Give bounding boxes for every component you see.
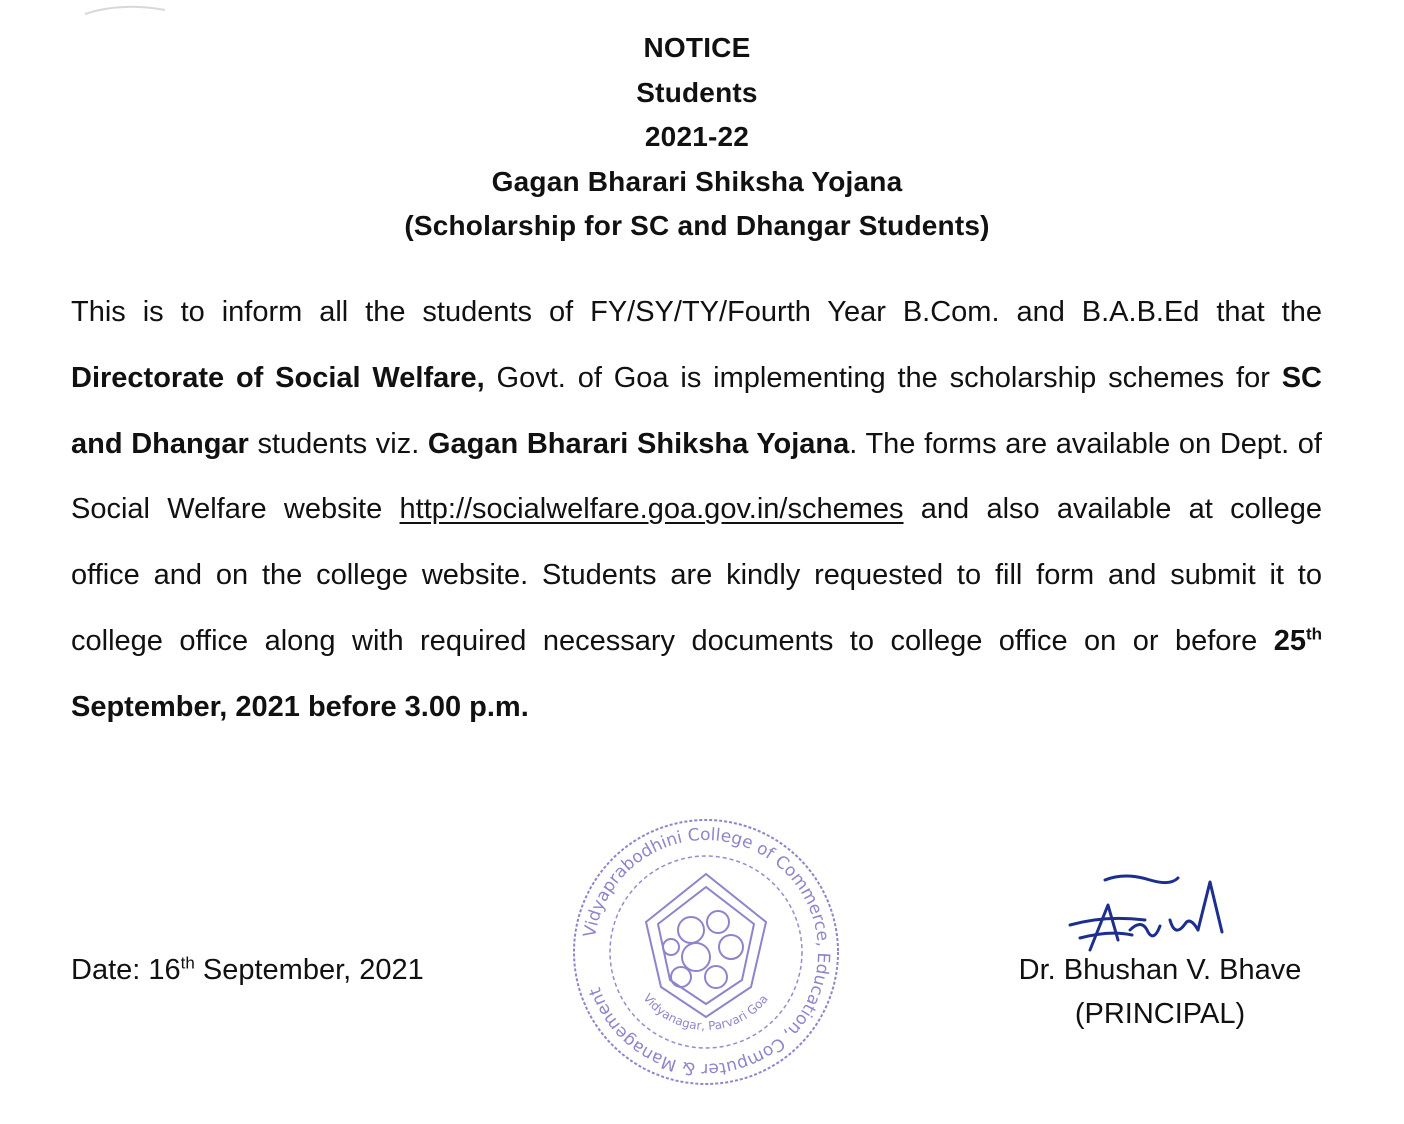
date-suffix: th xyxy=(180,953,195,973)
body-part-5: and also available at college office and on the college website. Students are kindly requested to fill form and submit it to college office along with required necessary documents to college office on or before xyxy=(71,493,1323,657)
body-part-2: Govt. of Goa is implementing the scholarship schemes for xyxy=(484,361,1282,394)
notice-body xyxy=(71,280,1322,741)
notice-header xyxy=(0,26,1394,249)
notice-title: NOTICE xyxy=(643,32,751,63)
sc-dhangar: SC and Dhangar xyxy=(71,361,1322,460)
scheme-subtitle: (Scholarship for SC and Dhangar Students) xyxy=(404,210,990,241)
college-stamp xyxy=(566,812,846,1092)
audience-line: Students xyxy=(636,76,758,108)
scheme-title: Gagan Bharari Shiksha Yojana xyxy=(491,165,903,197)
scheme-name: Gagan Bharari Shiksha Yojana xyxy=(427,427,850,460)
date-rest: September, 2021 xyxy=(194,954,424,986)
stamp-emblem xyxy=(646,874,766,1017)
directorate-name: Directorate of Social Welfare, xyxy=(71,361,485,394)
svg-text:Vidyaprabodhini College of Com xyxy=(580,825,833,1079)
signatory-title: (PRINCIPAL) xyxy=(1074,998,1246,1030)
date-prefix: Date: 16 xyxy=(71,954,181,986)
notice-date xyxy=(71,948,424,992)
deadline-rest: September, 2021 before 3.00 p.m. xyxy=(71,690,529,723)
deadline-suffix: th xyxy=(1305,624,1322,644)
body-part-3: students viz. xyxy=(248,427,428,460)
stamp-inner-text: Vidyanagar, Parvari Goa xyxy=(640,990,771,1034)
scan-mark xyxy=(80,0,170,20)
body-intro: This is to inform all the students of FY/SY/TY/Fourth Year B.Com. and B.A.B.Ed that the xyxy=(71,296,1322,328)
signatory-block xyxy=(970,948,1350,1036)
body-part-4: . The forms are available on Dept. of Social Welfare website xyxy=(71,427,1322,526)
signatory-name: Dr. Bhushan V. Bhave xyxy=(1018,954,1302,986)
svg-text:Vidyanagar, Parvari Goa xyxy=(640,991,770,1033)
schemes-link[interactable]: http://socialwelfare.goa.gov.in/schemes xyxy=(399,493,904,526)
stamp-ring-text: Vidyaprabodhini College of Commerce, Education, Computer & Management xyxy=(579,824,834,1080)
academic-year: 2021-22 xyxy=(644,121,750,152)
deadline-day: 25 xyxy=(1273,624,1306,657)
